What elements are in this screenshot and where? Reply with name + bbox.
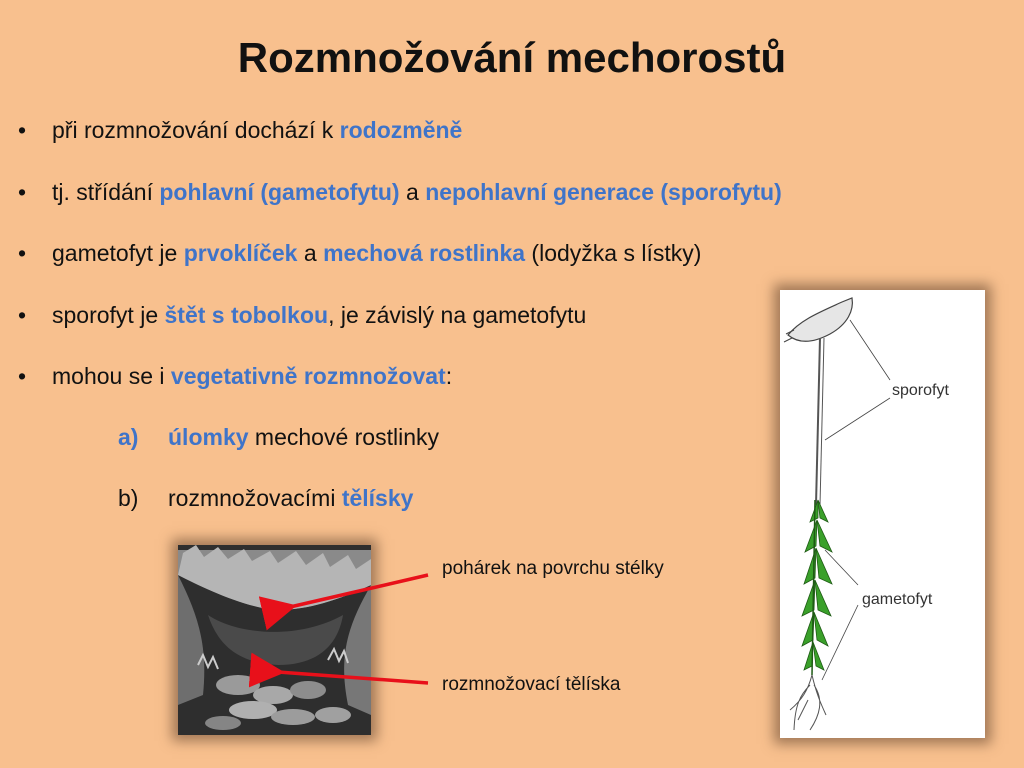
sub-marker: a) (118, 424, 139, 450)
highlighted-term: rodozměně (339, 117, 463, 143)
highlighted-term: nepohlavní generace (sporofytu) (425, 179, 782, 205)
bullet-dot: • (18, 240, 27, 266)
text-segment: při rozmnožování dochází k (52, 117, 340, 143)
highlighted-term: pohlavní (gametofytu) (159, 179, 400, 205)
slide-title: Rozmnožování mechorostů (237, 34, 787, 81)
label-gametofyt: gametofyt (862, 591, 933, 608)
highlighted-term: prvoklíček (183, 240, 298, 266)
text-segment: tj. střídání (52, 179, 160, 205)
highlighted-term: tělísky (341, 485, 414, 511)
text-segment: mechové rostlinky (248, 424, 439, 450)
text-segment: : (445, 363, 453, 389)
arrow-cup (290, 575, 428, 607)
text-segment: mohou se i (52, 363, 171, 389)
arrow-bodies (278, 672, 428, 683)
label-sporofyt: sporofyt (892, 382, 949, 399)
bullet-dot: • (18, 179, 27, 205)
text-segment: gametofyt je (52, 240, 184, 266)
text-segment: , je závislý na gametofytu (328, 302, 587, 328)
text-segment: (lodyžka s lístky) (525, 240, 702, 266)
highlighted-term: štět s tobolkou (164, 302, 329, 328)
annotation-cup: pohárek na povrchu stélky (442, 558, 664, 579)
text-segment: a (297, 240, 324, 266)
text-segment: sporofyt je (52, 302, 165, 328)
sub-marker: b) (118, 485, 139, 511)
text-segment: a (399, 179, 426, 205)
bullet-dot: • (18, 302, 27, 328)
highlighted-term: vegetativně rozmnožovat (170, 363, 446, 389)
bullet-dot: • (18, 363, 27, 389)
highlighted-term: úlomky (168, 424, 249, 450)
text-segment: rozmnožovacími (168, 485, 342, 511)
bullet-dot: • (18, 117, 27, 143)
annotation-bodies: rozmnožovací tělíska (442, 674, 621, 695)
highlighted-term: mechová rostlinka (323, 240, 526, 266)
